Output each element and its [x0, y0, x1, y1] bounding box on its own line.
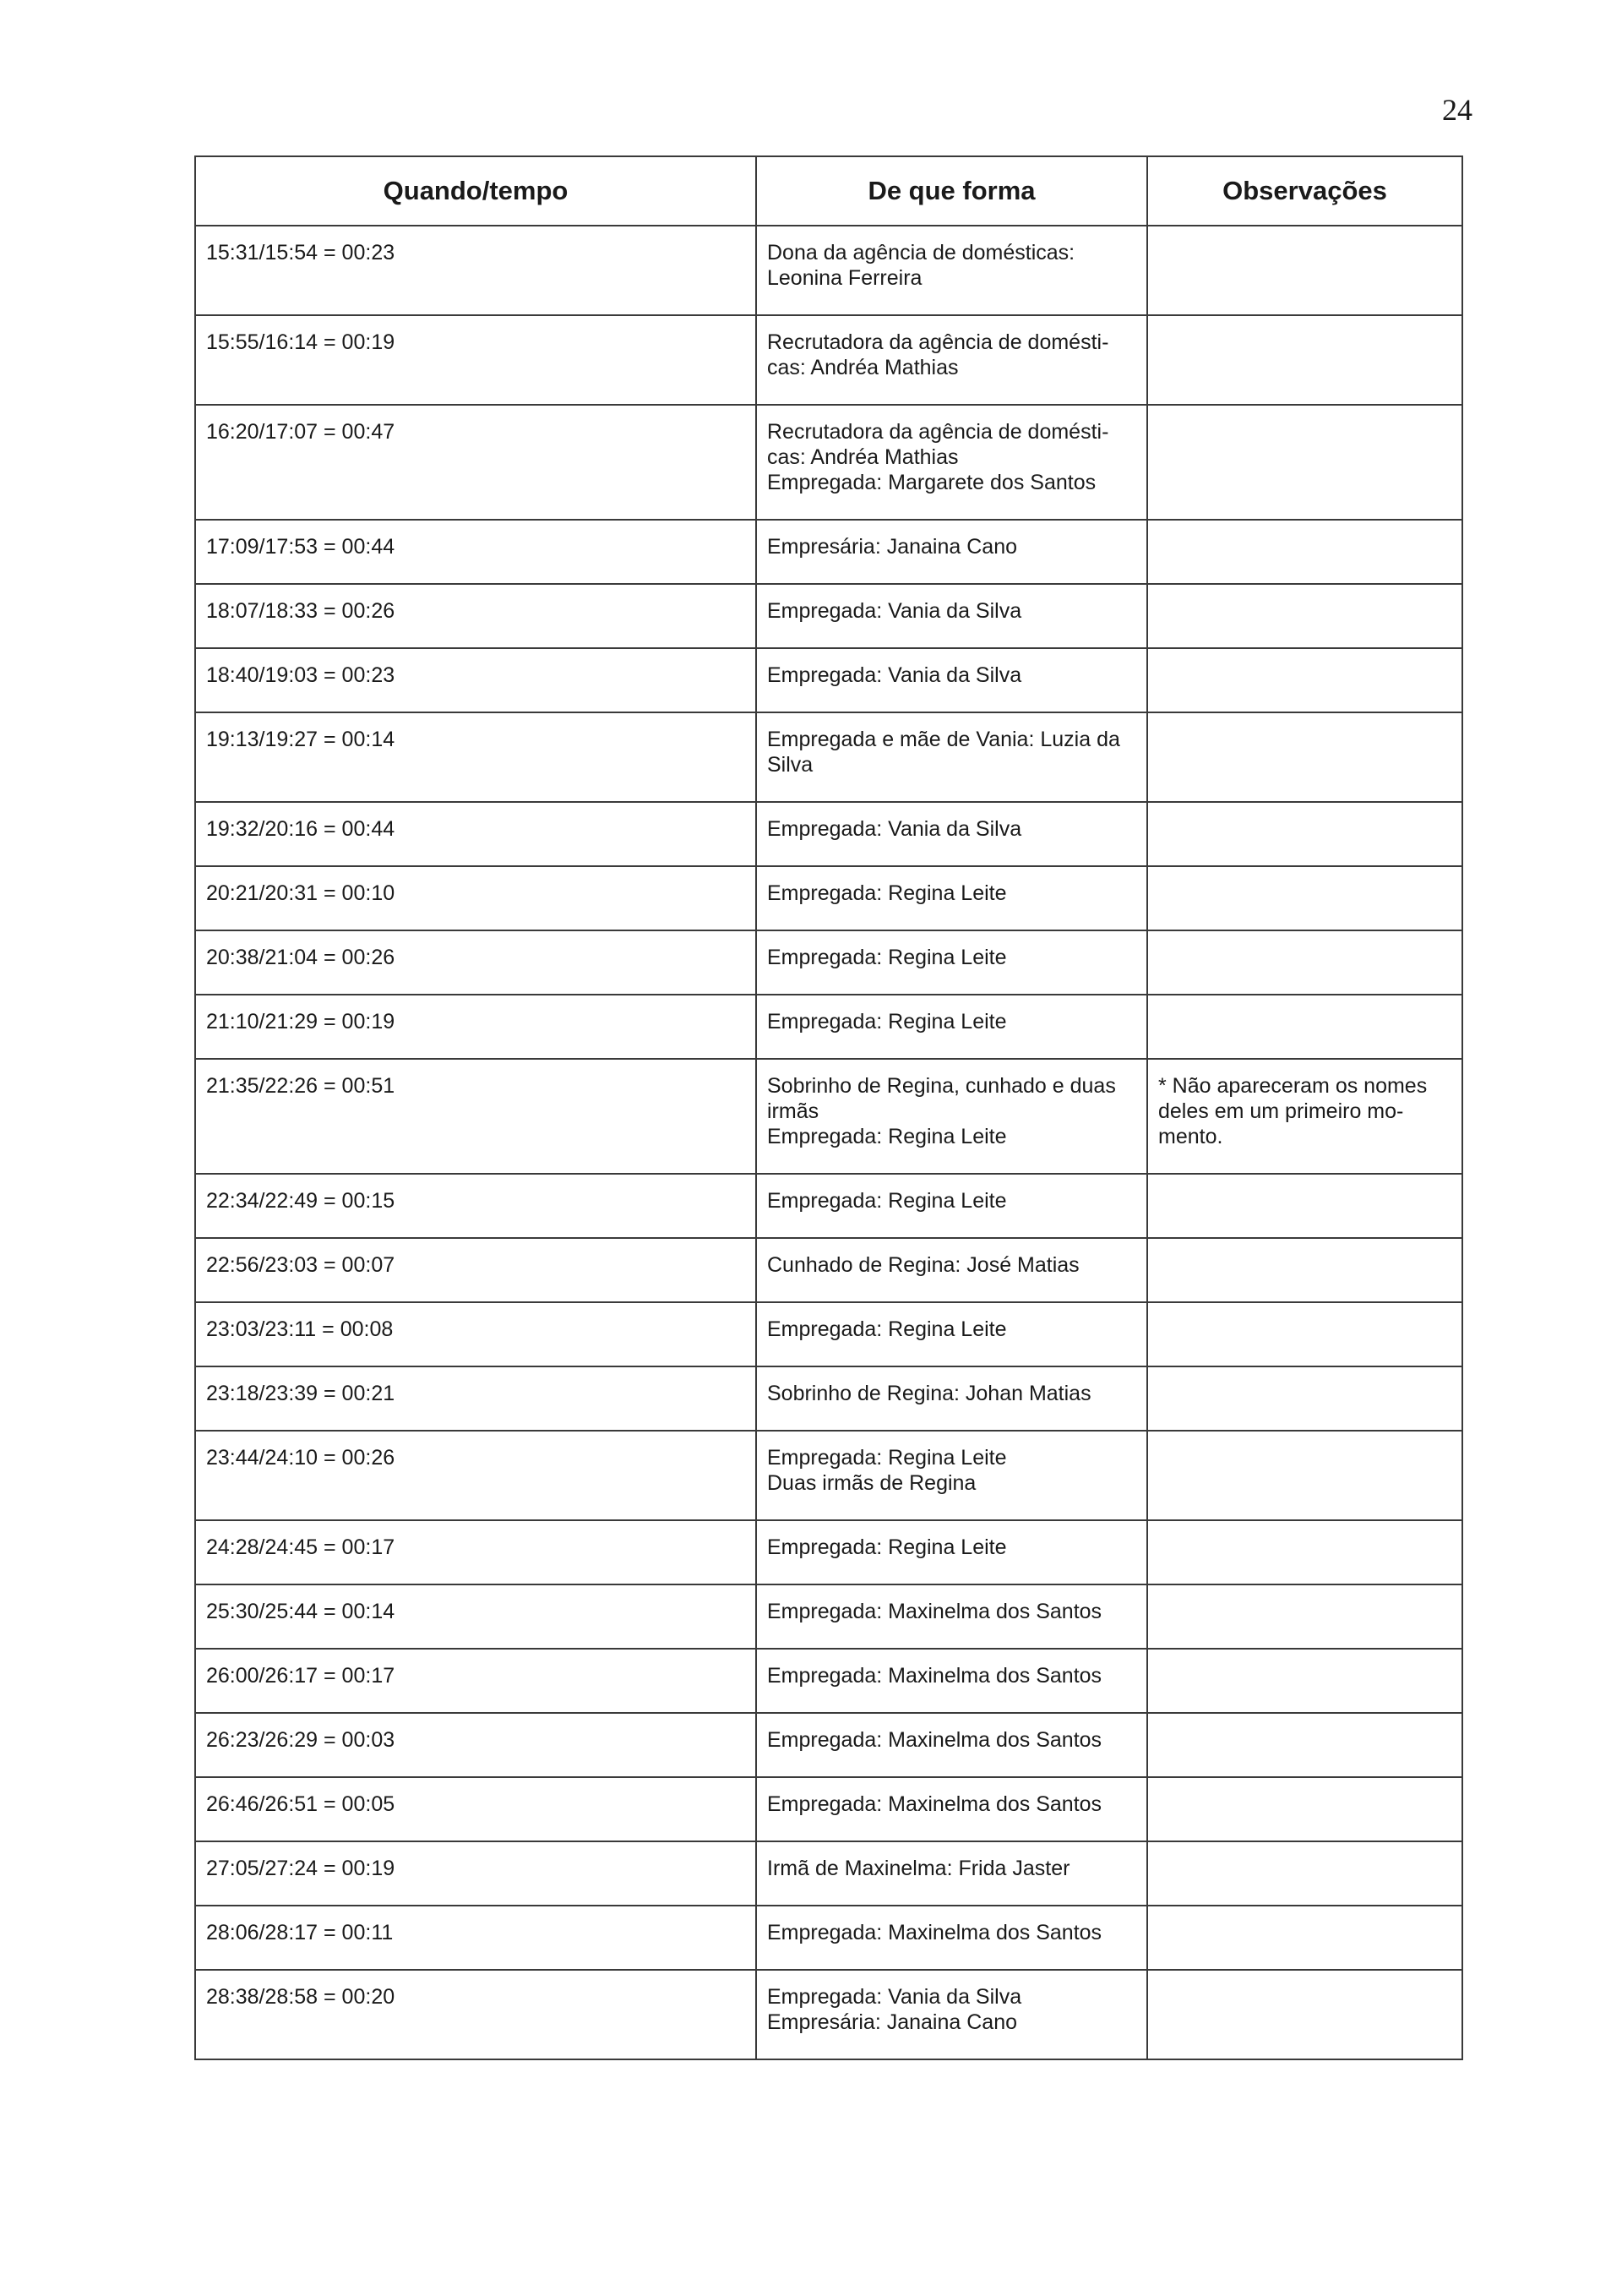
table-row: [195, 1366, 1462, 1431]
cell-form: [756, 712, 1147, 802]
cell-form: [756, 995, 1147, 1059]
time-text: 16:20/17:07 = 00:47: [206, 420, 395, 444]
form-line: cas: Andréa Mathias: [767, 445, 959, 469]
table-row: [195, 1970, 1462, 2059]
table-row: [195, 712, 1462, 802]
cell-time: [195, 648, 756, 712]
cell-time: [195, 520, 756, 584]
form-line: Empregada: Regina Leite: [767, 881, 1007, 905]
time-text: 22:34/22:49 = 00:15: [206, 1189, 395, 1213]
form-line: Empregada: Margarete dos Santos: [767, 471, 1097, 494]
cell-time: [195, 226, 756, 315]
cell-time: [195, 1059, 756, 1174]
cell-time: [195, 1431, 756, 1520]
time-text: 26:00/26:17 = 00:17: [206, 1664, 395, 1688]
table-row: [195, 405, 1462, 520]
cell-time: [195, 866, 756, 930]
cell-observations: [1147, 648, 1462, 712]
form-line: Empresária: Janaina Cano: [767, 2010, 1017, 2034]
time-text: 15:55/16:14 = 00:19: [206, 330, 395, 354]
header-row: [195, 156, 1462, 226]
cell-observations: [1147, 930, 1462, 995]
table-row: [195, 1238, 1462, 1302]
form-line: Empregada: Maxinelma dos Santos: [767, 1600, 1102, 1623]
form-line: Cunhado de Regina: José Matias: [767, 1253, 1080, 1277]
cell-time: [195, 1841, 756, 1906]
form-line: Leonina Ferreira: [767, 266, 923, 290]
form-line: Recrutadora da agência de domésti-: [767, 420, 1109, 444]
header-quando-tempo: Quando/tempo: [195, 156, 756, 226]
cell-observations: [1147, 712, 1462, 802]
form-line: irmãs: [767, 1099, 819, 1123]
observation-line: * Não apareceram os nomes: [1158, 1074, 1428, 1098]
form-line: Dona da agência de domésticas:: [767, 241, 1075, 265]
cell-form: [756, 1841, 1147, 1906]
cell-form: [756, 866, 1147, 930]
form-line: Empregada e mãe de Vania: Luzia da: [767, 728, 1120, 751]
cell-time: [195, 1366, 756, 1431]
observation-line: mento.: [1158, 1125, 1223, 1148]
cell-form: [756, 1649, 1147, 1713]
header-observacoes: Observações: [1147, 156, 1462, 226]
table-row: [195, 1649, 1462, 1713]
table-row: [195, 1906, 1462, 1970]
time-text: 18:40/19:03 = 00:23: [206, 663, 395, 687]
time-text: 25:30/25:44 = 00:14: [206, 1600, 395, 1623]
time-text: 21:35/22:26 = 00:51: [206, 1074, 395, 1098]
cell-form: [756, 1366, 1147, 1431]
cell-form: [756, 584, 1147, 648]
page-number: 24: [1442, 93, 1472, 127]
time-text: 21:10/21:29 = 00:19: [206, 1010, 395, 1033]
time-text: 24:28/24:45 = 00:17: [206, 1535, 395, 1559]
cell-time: [195, 1713, 756, 1777]
cell-time: [195, 930, 756, 995]
time-text: 20:21/20:31 = 00:10: [206, 881, 395, 905]
cell-observations: [1147, 1238, 1462, 1302]
form-line: Empregada: Maxinelma dos Santos: [767, 1792, 1102, 1816]
form-line: Empregada: Vania da Silva: [767, 1985, 1022, 2009]
table-row: [195, 995, 1462, 1059]
time-text: 15:31/15:54 = 00:23: [206, 241, 395, 265]
cell-form: [756, 1906, 1147, 1970]
table-row: [195, 1302, 1462, 1366]
table-row: [195, 1059, 1462, 1174]
table-row: [195, 584, 1462, 648]
form-line: Irmã de Maxinelma: Frida Jaster: [767, 1857, 1070, 1880]
table-row: [195, 1584, 1462, 1649]
cell-form: [756, 520, 1147, 584]
cell-form: [756, 1777, 1147, 1841]
form-line: Empregada: Maxinelma dos Santos: [767, 1664, 1102, 1688]
form-line: Empregada: Regina Leite: [767, 1317, 1007, 1341]
form-line: Duas irmãs de Regina: [767, 1471, 977, 1495]
time-text: 27:05/27:24 = 00:19: [206, 1857, 395, 1880]
table-header: [195, 156, 1462, 226]
cell-time: [195, 1520, 756, 1584]
time-text: 26:23/26:29 = 00:03: [206, 1728, 395, 1752]
cell-observations: [1147, 1520, 1462, 1584]
time-text: 28:38/28:58 = 00:20: [206, 1985, 395, 2009]
cell-form: [756, 1584, 1147, 1649]
cell-form: [756, 226, 1147, 315]
cell-observations: [1147, 866, 1462, 930]
cell-form: [756, 1970, 1147, 2059]
cell-observations: [1147, 1713, 1462, 1777]
cell-observations: [1147, 802, 1462, 866]
form-line: Empresária: Janaina Cano: [767, 535, 1017, 559]
cell-time: [195, 584, 756, 648]
table-row: [195, 930, 1462, 995]
time-text: 23:44/24:10 = 00:26: [206, 1446, 395, 1470]
cell-time: [195, 1302, 756, 1366]
time-text: 19:32/20:16 = 00:44: [206, 817, 395, 841]
table-row: [195, 226, 1462, 315]
cell-time: [195, 712, 756, 802]
table-row: [195, 1777, 1462, 1841]
table-row: [195, 1713, 1462, 1777]
form-line: Empregada: Maxinelma dos Santos: [767, 1728, 1102, 1752]
cell-time: [195, 995, 756, 1059]
form-line: Sobrinho de Regina: Johan Matias: [767, 1382, 1091, 1405]
time-text: 18:07/18:33 = 00:26: [206, 599, 395, 623]
form-line: Empregada: Vania da Silva: [767, 817, 1022, 841]
cell-time: [195, 1970, 756, 2059]
time-text: 22:56/23:03 = 00:07: [206, 1253, 395, 1277]
form-line: Empregada: Regina Leite: [767, 1446, 1007, 1470]
time-text: 28:06/28:17 = 00:11: [206, 1921, 394, 1944]
time-text: 26:46/26:51 = 00:05: [206, 1792, 395, 1816]
time-text: 17:09/17:53 = 00:44: [206, 535, 395, 559]
cell-observations: [1147, 1649, 1462, 1713]
header-de-que-forma: De que forma: [756, 156, 1147, 226]
cell-form: [756, 648, 1147, 712]
cell-time: [195, 405, 756, 520]
form-line: Empregada: Vania da Silva: [767, 663, 1022, 687]
cell-observations: [1147, 584, 1462, 648]
table-body: [195, 226, 1462, 2059]
time-text: 23:03/23:11 = 00:08: [206, 1317, 394, 1341]
cell-form: [756, 1238, 1147, 1302]
cell-observations: [1147, 1906, 1462, 1970]
cell-time: [195, 802, 756, 866]
cell-observations: [1147, 1059, 1462, 1174]
interview-log-table: [194, 155, 1463, 2060]
cell-form: [756, 315, 1147, 405]
cell-time: [195, 1649, 756, 1713]
cell-form: [756, 1059, 1147, 1174]
form-line: Empregada: Regina Leite: [767, 1010, 1007, 1033]
form-line: cas: Andréa Mathias: [767, 356, 959, 379]
cell-form: [756, 1520, 1147, 1584]
cell-time: [195, 1584, 756, 1649]
time-text: 20:38/21:04 = 00:26: [206, 946, 395, 969]
cell-observations: [1147, 1970, 1462, 2059]
form-line: Empregada: Regina Leite: [767, 1189, 1007, 1213]
cell-observations: [1147, 1302, 1462, 1366]
cell-time: [195, 1238, 756, 1302]
table-row: [195, 802, 1462, 866]
cell-form: [756, 802, 1147, 866]
cell-time: [195, 1777, 756, 1841]
table-row: [195, 1841, 1462, 1906]
cell-observations: [1147, 405, 1462, 520]
cell-observations: [1147, 1841, 1462, 1906]
time-text: 19:13/19:27 = 00:14: [206, 728, 395, 751]
time-text: 23:18/23:39 = 00:21: [206, 1382, 395, 1405]
cell-observations: [1147, 1174, 1462, 1238]
cell-observations: [1147, 1777, 1462, 1841]
table-row: [195, 866, 1462, 930]
table-row: [195, 1520, 1462, 1584]
form-line: Sobrinho de Regina, cunhado e duas: [767, 1074, 1116, 1098]
cell-observations: [1147, 1366, 1462, 1431]
cell-form: [756, 1174, 1147, 1238]
form-line: Empregada: Vania da Silva: [767, 599, 1022, 623]
form-line: Recrutadora da agência de domésti-: [767, 330, 1109, 354]
form-line: Empregada: Regina Leite: [767, 1535, 1007, 1559]
cell-form: [756, 1713, 1147, 1777]
form-line: Empregada: Maxinelma dos Santos: [767, 1921, 1102, 1944]
cell-observations: [1147, 1584, 1462, 1649]
cell-observations: [1147, 315, 1462, 405]
observation-line: deles em um primeiro mo-: [1158, 1099, 1404, 1123]
table-row: [195, 1431, 1462, 1520]
form-line: Silva: [767, 753, 814, 777]
cell-time: [195, 315, 756, 405]
table-row: [195, 315, 1462, 405]
form-line: Empregada: Regina Leite: [767, 946, 1007, 969]
cell-observations: [1147, 520, 1462, 584]
cell-form: [756, 405, 1147, 520]
table-row: [195, 520, 1462, 584]
cell-observations: [1147, 226, 1462, 315]
table-row: [195, 648, 1462, 712]
cell-observations: [1147, 995, 1462, 1059]
cell-form: [756, 930, 1147, 995]
table-row: [195, 1174, 1462, 1238]
form-line: Empregada: Regina Leite: [767, 1125, 1007, 1148]
cell-time: [195, 1906, 756, 1970]
cell-form: [756, 1302, 1147, 1366]
cell-time: [195, 1174, 756, 1238]
cell-observations: [1147, 1431, 1462, 1520]
cell-form: [756, 1431, 1147, 1520]
